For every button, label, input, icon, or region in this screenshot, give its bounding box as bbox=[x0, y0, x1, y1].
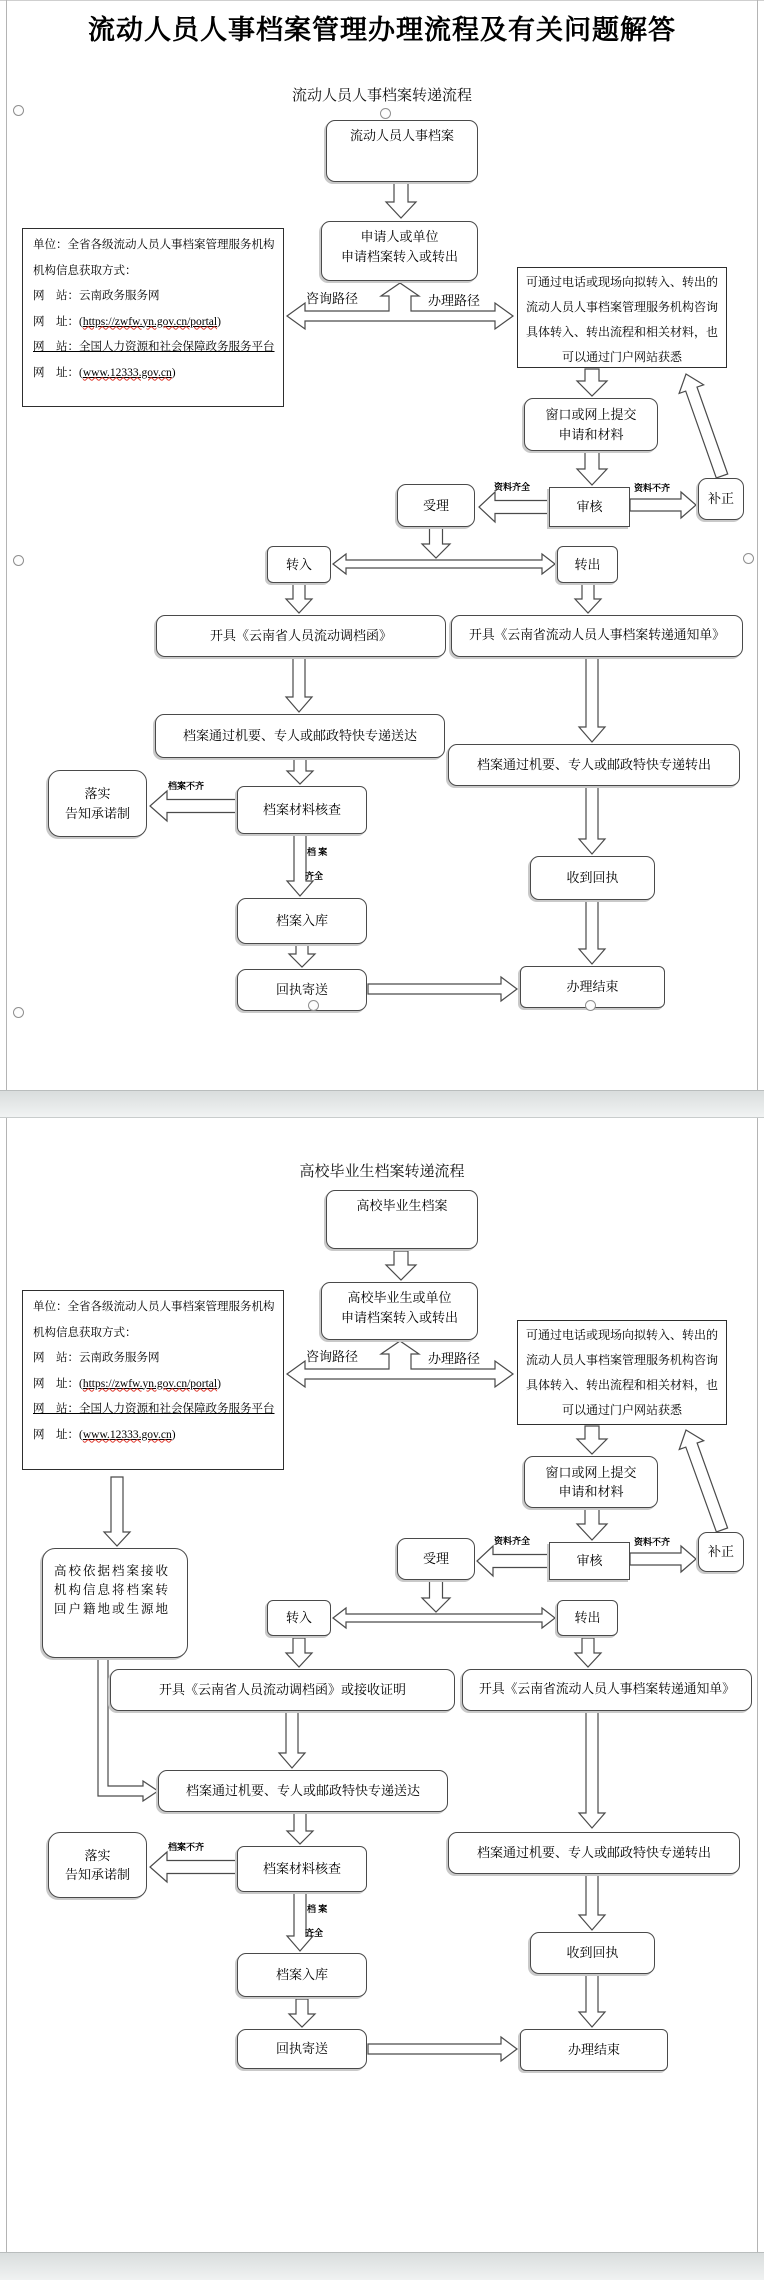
node-label: 补正 bbox=[707, 1544, 734, 1560]
flow-arrow bbox=[279, 1712, 305, 1768]
node-label: 高校依据档案接收 bbox=[54, 1564, 171, 1578]
node-label: 办理结束 bbox=[567, 2042, 620, 2058]
node-label: 窗口或网上提交 bbox=[545, 407, 637, 422]
url-prefix: 网 址：( bbox=[33, 1428, 83, 1441]
file-incomplete-label-2: 档案不齐 bbox=[168, 1842, 205, 1852]
node-deliver-in-2 bbox=[158, 1770, 448, 1812]
node-label: 申请和材料 bbox=[558, 426, 624, 442]
canvas-handle[interactable] bbox=[13, 105, 24, 116]
flow-arrow bbox=[577, 452, 607, 485]
handle-path-label: 办理路径 bbox=[428, 293, 481, 308]
node-store-2 bbox=[237, 1953, 367, 1997]
flow-arrow bbox=[575, 584, 601, 613]
node-deliver-out-2 bbox=[448, 1832, 740, 1874]
flow-arrow bbox=[386, 182, 416, 218]
node-label: 高校毕业生或单位 bbox=[347, 1290, 452, 1305]
flow-arrow bbox=[579, 787, 605, 854]
url-prefix: 网 址：( bbox=[33, 315, 83, 328]
node-correct bbox=[698, 478, 744, 520]
node-label: 转出 bbox=[574, 556, 601, 572]
node-label: 受理 bbox=[422, 497, 449, 513]
flow-arrow bbox=[286, 1638, 312, 1667]
node-label: 受理 bbox=[422, 1551, 449, 1567]
node-label: 办理结束 bbox=[566, 979, 619, 995]
node-deliver-in bbox=[155, 714, 445, 758]
node-label: 转入 bbox=[285, 1610, 312, 1626]
node-transfer-in bbox=[267, 546, 331, 583]
node-submit-2 bbox=[524, 1456, 658, 1508]
flow-arrow bbox=[422, 1581, 450, 1612]
file-incomplete-label: 档案不齐 bbox=[168, 781, 205, 791]
node-label: 档案材料核查 bbox=[262, 1861, 341, 1877]
website-url[interactable]: https://zwfw.yn.gov.cn/portal bbox=[82, 1377, 218, 1390]
flow-arrow bbox=[150, 1852, 237, 1882]
node-label: 审核 bbox=[576, 499, 603, 515]
materials-complete-label-2: 资料齐全 bbox=[494, 1536, 531, 1546]
node-label: 收到回执 bbox=[566, 870, 619, 886]
canvas-handle[interactable] bbox=[13, 1007, 24, 1018]
node-label: 流动人员人事档案 bbox=[349, 128, 454, 143]
node-label: 回户籍地或生源地 bbox=[54, 1601, 171, 1616]
node-label: 开具《云南省流动人员人事档案转递通知单》 bbox=[479, 1682, 735, 1697]
info-line: 网 站：云南政务服务网 bbox=[33, 1352, 160, 1364]
info-line: 网 站：全国人力资源和社会保障政务服务平台 bbox=[33, 1403, 275, 1415]
node-done-2 bbox=[520, 2029, 668, 2071]
node-label: 申请档案转入或转出 bbox=[340, 248, 458, 264]
node-label: 告知承诺制 bbox=[64, 1867, 130, 1882]
node-label: 收到回执 bbox=[566, 1945, 619, 1961]
chart2-title: 高校毕业生档案转递流程 bbox=[299, 1164, 465, 1180]
flow-arrow bbox=[422, 528, 450, 558]
node-label: 申请和材料 bbox=[558, 1484, 624, 1499]
info-text: 可通过电话或现场向拟转入、转出的流动人员人事档案管理服务机构咨询具体转入、转出流程和相关材料，也可以通过门户网站获悉 bbox=[525, 275, 718, 364]
handle-path-label-2: 办理路径 bbox=[428, 1351, 481, 1366]
node-label: 回执寄送 bbox=[275, 982, 328, 998]
node-label: 补正 bbox=[707, 491, 734, 507]
node-file-check-2 bbox=[237, 1846, 367, 1892]
node-letter-out bbox=[451, 615, 743, 657]
flow-arrow bbox=[477, 1546, 549, 1576]
node-label: 落实 bbox=[84, 786, 111, 801]
flow-arrow bbox=[150, 791, 237, 821]
info-line: 网 站：全国人力资源和社会保障政务服务平台 bbox=[33, 341, 275, 353]
node-label: 档案通过机要、专人或邮政特快专递送达 bbox=[182, 728, 417, 744]
website-url[interactable]: www.12333.gov.cn bbox=[82, 366, 172, 379]
flow-arrow bbox=[479, 492, 548, 522]
node-review-2 bbox=[549, 1542, 630, 1580]
node-promise-2 bbox=[48, 1832, 147, 1898]
flow-arrow bbox=[289, 1999, 315, 2027]
flow-arrow bbox=[579, 1975, 605, 2027]
flow-arrow bbox=[368, 977, 517, 1001]
node-label: 档案通过机要、专人或邮政特快专递转出 bbox=[476, 757, 711, 773]
agency-info-box-2 bbox=[22, 1290, 284, 1470]
node-label: 回执寄送 bbox=[275, 2041, 328, 2057]
flow-arrow bbox=[286, 584, 312, 613]
flow-arrow bbox=[679, 1430, 727, 1532]
node-promise bbox=[48, 770, 147, 837]
node-label: 告知承诺制 bbox=[64, 805, 130, 821]
canvas-handle[interactable] bbox=[585, 1000, 596, 1011]
info-line bbox=[33, 1372, 275, 1398]
file-complete-label-a-2: 档 案 bbox=[307, 1904, 328, 1914]
node-apply bbox=[321, 221, 478, 281]
document-title: 流动人员人事档案管理办理流程及有关问题解答 bbox=[88, 15, 676, 45]
flow-arrow bbox=[368, 2037, 517, 2061]
canvas-handle[interactable] bbox=[13, 555, 24, 566]
flow-arrow bbox=[289, 945, 315, 967]
node-label: 窗口或网上提交 bbox=[545, 1464, 637, 1480]
node-letter-out-2 bbox=[462, 1669, 752, 1711]
node-file-check bbox=[237, 786, 367, 834]
info-line bbox=[33, 310, 275, 336]
info-line: 机构信息获取方式： bbox=[33, 264, 137, 277]
node-school-transfer bbox=[42, 1548, 188, 1658]
info-line: 单位：全省各级流动人员人事档案管理服务机构 bbox=[33, 1301, 275, 1313]
node-transfer-out-2 bbox=[557, 1600, 618, 1636]
flow-arrow bbox=[579, 1712, 605, 1828]
flow-arrow bbox=[286, 658, 312, 712]
website-url[interactable]: www.12333.gov.cn bbox=[82, 1428, 172, 1441]
flow-arrow bbox=[630, 492, 696, 518]
chart1-title: 流动人员人事档案转递流程 bbox=[291, 88, 472, 104]
url-suffix: ) bbox=[217, 1377, 221, 1390]
node-label: 高校毕业生档案 bbox=[356, 1198, 448, 1213]
node-receipt-send bbox=[237, 969, 367, 1011]
node-accept bbox=[397, 484, 475, 527]
node-label: 开具《云南省人员流动调档函》 bbox=[209, 628, 392, 644]
node-label: 申请人或单位 bbox=[360, 229, 439, 244]
file-complete-label-a: 档 案 bbox=[307, 847, 328, 857]
node-deliver-out bbox=[448, 744, 740, 786]
materials-incomplete-label: 资料不齐 bbox=[634, 483, 671, 493]
node-letter-in bbox=[156, 615, 446, 657]
url-prefix: 网 址：( bbox=[33, 366, 83, 379]
url-suffix: ) bbox=[171, 1428, 176, 1441]
info-line bbox=[33, 1423, 275, 1449]
node-submit bbox=[524, 398, 658, 451]
node-label: 档案入库 bbox=[275, 913, 328, 929]
node-accept-2 bbox=[397, 1538, 475, 1580]
canvas-handle[interactable] bbox=[380, 108, 391, 119]
node-label: 档案材料核查 bbox=[262, 802, 341, 818]
info-line: 网 站：云南政务服务网 bbox=[33, 290, 160, 302]
canvas-handle[interactable] bbox=[743, 553, 754, 564]
consult-info-box bbox=[517, 267, 727, 368]
node-label: 机构信息将档案转 bbox=[54, 1582, 171, 1597]
flow-arrow bbox=[579, 1873, 605, 1930]
node-receipt-recv bbox=[530, 856, 655, 900]
node-receipt-recv-2 bbox=[530, 1932, 655, 1974]
consult-path-label-2: 咨询路径 bbox=[306, 1349, 359, 1364]
node-label: 审核 bbox=[576, 1553, 603, 1569]
flow-arrow bbox=[333, 554, 555, 574]
node-label: 转入 bbox=[285, 556, 312, 572]
flow-arrow bbox=[333, 1608, 555, 1628]
node-label: 开具《云南省人员流动调档函》或接收证明 bbox=[158, 1682, 406, 1698]
url-prefix: 网 址：( bbox=[33, 1377, 83, 1390]
flow-arrow bbox=[679, 374, 728, 478]
node-label: 档案通过机要、专人或邮政特快专递转出 bbox=[476, 1845, 711, 1861]
canvas-handle[interactable] bbox=[308, 1000, 319, 1011]
node-label: 转出 bbox=[574, 1610, 601, 1626]
flow-arrow bbox=[577, 369, 607, 396]
agency-info-box bbox=[22, 228, 284, 407]
node-label: 开具《云南省流动人员人事档案转递通知单》 bbox=[469, 628, 725, 643]
website-url[interactable]: https://zwfw.yn.gov.cn/portal bbox=[82, 315, 218, 328]
node-archive-2 bbox=[326, 1190, 478, 1249]
flow-arrow bbox=[104, 1477, 130, 1546]
info-line: 机构信息获取方式： bbox=[33, 1326, 137, 1339]
flow-arrow bbox=[386, 1251, 416, 1280]
node-receipt-send-2 bbox=[237, 2029, 367, 2069]
flow-arrow bbox=[575, 1638, 601, 1667]
node-archive bbox=[326, 120, 478, 182]
flow-arrow bbox=[577, 1509, 607, 1540]
node-correct-2 bbox=[698, 1532, 744, 1572]
node-letter-in-2 bbox=[110, 1669, 455, 1711]
consult-info-box-2 bbox=[517, 1320, 727, 1425]
materials-complete-label: 资料齐全 bbox=[494, 482, 531, 492]
flow-arrow bbox=[579, 901, 605, 964]
file-complete-label-b: 齐全 bbox=[305, 871, 324, 881]
flow-arrow bbox=[579, 658, 605, 742]
node-store bbox=[237, 898, 367, 944]
url-suffix: ) bbox=[171, 366, 176, 379]
flow-arrow bbox=[577, 1426, 607, 1454]
flow-arrow bbox=[630, 1546, 696, 1572]
node-transfer-out bbox=[557, 546, 618, 583]
node-label: 档案入库 bbox=[275, 1967, 328, 1983]
info-line bbox=[33, 361, 275, 387]
file-complete-label-b-2: 齐全 bbox=[305, 1928, 324, 1938]
materials-incomplete-label-2: 资料不齐 bbox=[634, 1537, 671, 1547]
node-label: 落实 bbox=[84, 1847, 111, 1863]
node-label: 档案通过机要、专人或邮政特快专递送达 bbox=[185, 1783, 420, 1799]
url-suffix: ) bbox=[217, 315, 221, 328]
node-transfer-in-2 bbox=[267, 1600, 331, 1636]
node-label: 申请档案转入或转出 bbox=[340, 1309, 458, 1325]
info-text: 可通过电话或现场向拟转入、转出的流动人员人事档案管理服务机构咨询具体转入、转出流程和相关材料，也可以通过门户网站获悉 bbox=[525, 1328, 718, 1417]
node-apply-2 bbox=[321, 1282, 478, 1340]
info-line: 单位：全省各级流动人员人事档案管理服务机构 bbox=[33, 239, 275, 251]
consult-path-label: 咨询路径 bbox=[306, 291, 359, 306]
node-review bbox=[549, 487, 630, 527]
flow-arrow bbox=[287, 1813, 313, 1844]
flow-arrow bbox=[287, 759, 313, 784]
